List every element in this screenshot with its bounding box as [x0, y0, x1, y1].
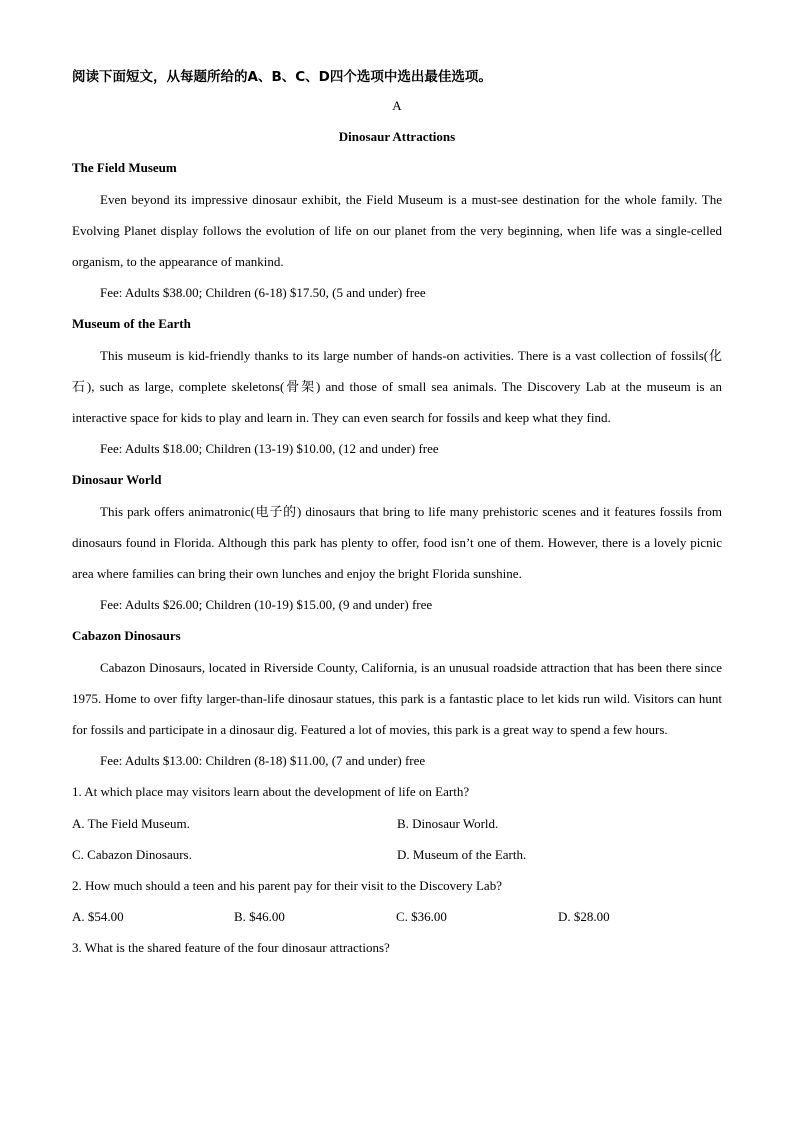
- instruction-text: 阅读下面短文，从每题所给的A、B、C、D四个选项中选出最佳选项。: [72, 69, 492, 85]
- attraction-description: This park offers animatronic(电子的) dinosaurs that bring to life many prehistoric scenes and it features fossils from dinosaurs found in Florida. Although this park has plenty to offer, food isn’t one of them. However, there is a lovely picnic area where families can bring their own lunches and enjoy the bright Florida sunshine.: [72, 503, 722, 581]
- attraction-fee: Fee: Adults $26.00; Children (10-19) $15.00, (9 and under) free: [100, 597, 433, 613]
- attraction-fee: Fee: Adults $38.00; Children (6-18) $17.50, (5 and under) free: [100, 285, 426, 301]
- attraction-fee: Fee: Adults $18.00; Children (13-19) $10.00, (12 and under) free: [100, 441, 439, 457]
- attraction-description: Cabazon Dinosaurs, located in Riverside County, California, is an unusual roadside attraction that has been there since 1975. Home to over fifty larger-than-life dinosaur statues, this park is a fantastic place to let kids run wild. Visitors can hunt for fossils and participate in a dinosaur dig. Featured a lot of movies, this park is a great way to spend a few hours.: [72, 659, 722, 737]
- option-b: B. Dinosaur World.: [397, 815, 499, 831]
- attraction-heading: Museum of the Earth: [72, 316, 191, 332]
- option-a: A. $54.00: [72, 909, 124, 925]
- attraction-heading: The Field Museum: [72, 160, 177, 176]
- question-stem: 1. At which place may visitors learn about the development of life on Earth?: [72, 784, 470, 800]
- option-a: A. The Field Museum.: [72, 815, 190, 831]
- attraction-description: This museum is kid-friendly thanks to its large number of hands-on activities. There is a vast collection of fossils(化石), such as large, complete skeletons(骨架) and those of small sea animals. The Discovery Lab at the museum is an interactive space for kids to play and learn in. They can even search for fossils and keep what they find.: [72, 347, 722, 425]
- option-c: C. Cabazon Dinosaurs.: [72, 846, 192, 862]
- option-d: D. Museum of the Earth.: [397, 846, 527, 862]
- option-row: [72, 808, 722, 839]
- section-letter: A: [392, 98, 402, 113]
- document-page: [72, 64, 722, 963]
- passage-title: Dinosaur Attractions: [338, 129, 456, 145]
- question-stem: 3. What is the shared feature of the four dinosaur attractions?: [72, 940, 390, 956]
- attraction-heading: Dinosaur World: [72, 472, 162, 488]
- attraction-heading: Cabazon Dinosaurs: [72, 628, 181, 644]
- attraction-fee: Fee: Adults $13.00: Children (8-18) $11.00, (7 and under) free: [100, 753, 426, 769]
- option-b: B. $46.00: [234, 909, 285, 925]
- option-row: [72, 839, 722, 870]
- option-d: D. $28.00: [558, 909, 610, 925]
- question-stem: 2. How much should a teen and his parent pay for their visit to the Discovery Lab?: [72, 877, 502, 893]
- option-c: C. $36.00: [396, 909, 447, 925]
- attraction-description: Even beyond its impressive dinosaur exhibit, the Field Museum is a must-see destination for the whole family. The Evolving Planet display follows the evolution of life on our planet from the very beginning, when life was a single-celled organism, to the appearance of mankind.: [72, 191, 722, 269]
- option-row: [72, 901, 722, 932]
